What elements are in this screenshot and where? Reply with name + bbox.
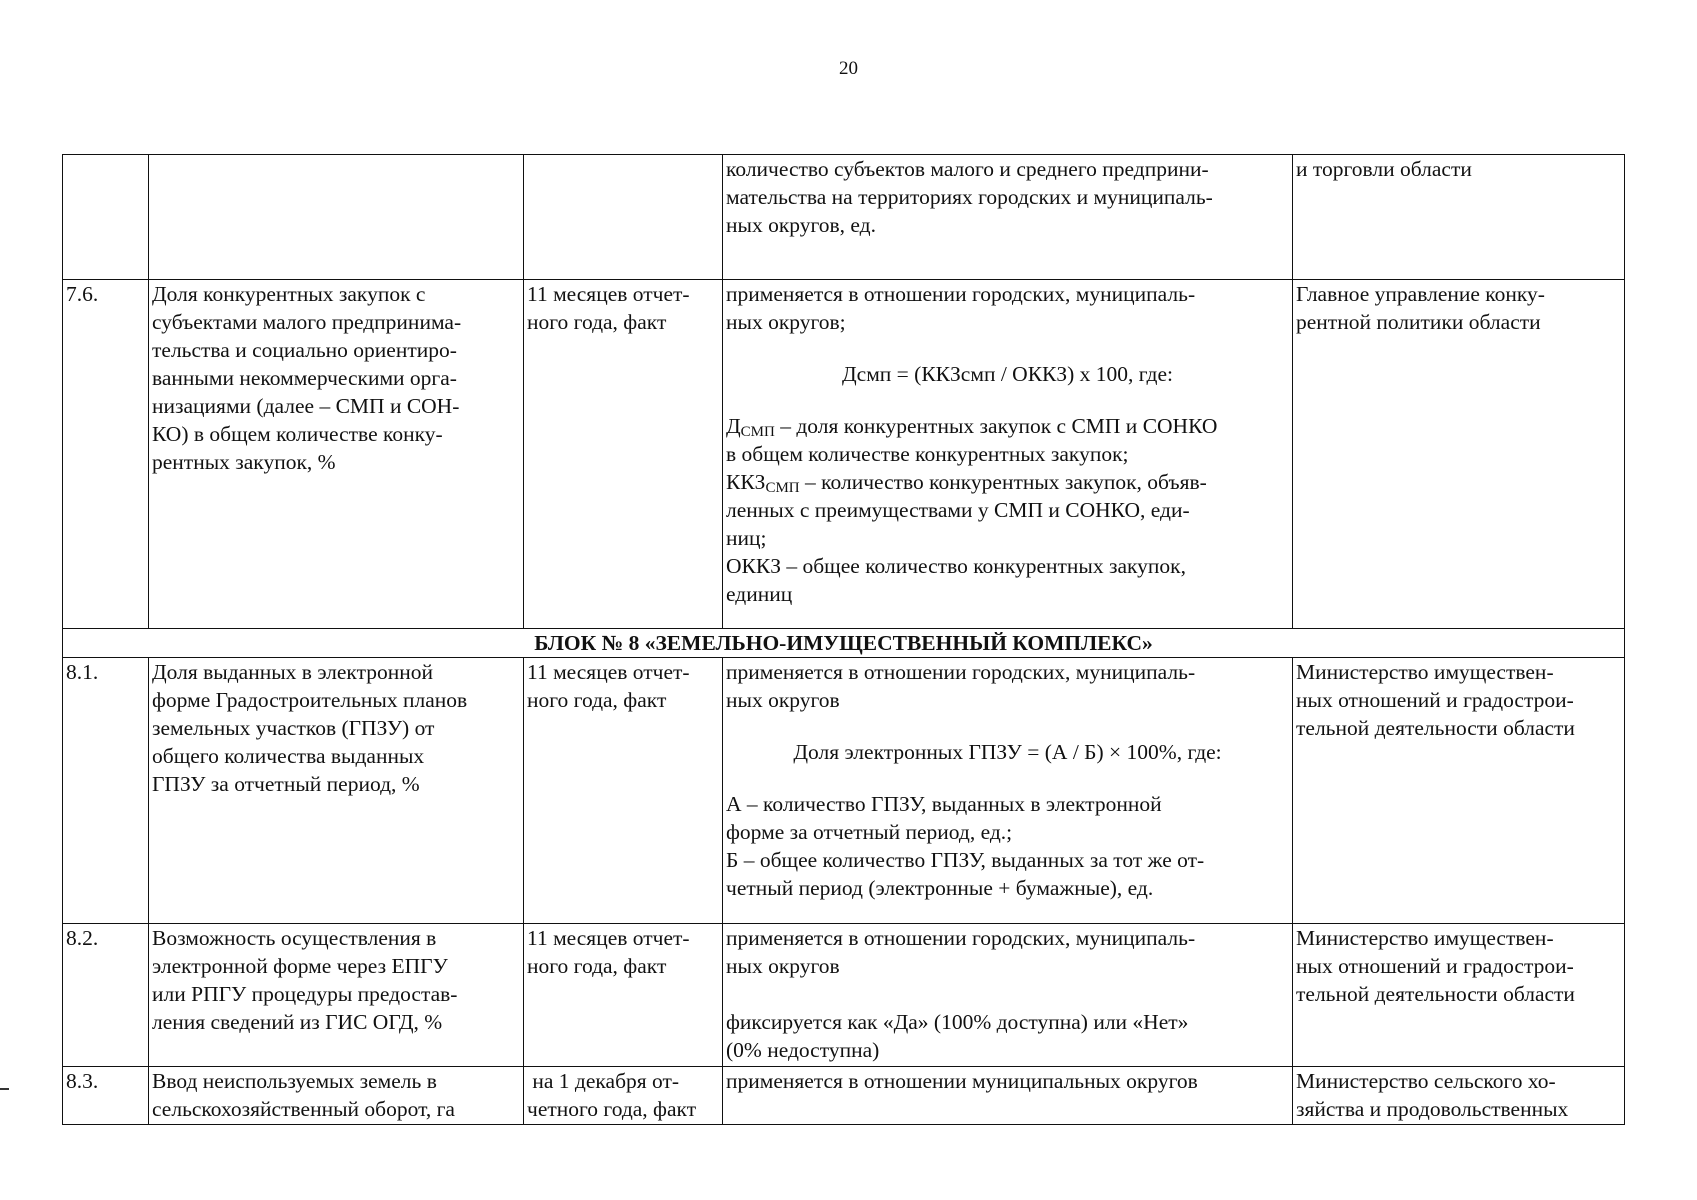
method-line: ных округов — [726, 954, 840, 978]
cell-responsible — [1293, 1067, 1625, 1125]
definition-line: единиц — [726, 582, 793, 606]
period-line: 11 месяцев отчет- — [527, 660, 690, 684]
table-row-8-2 — [63, 924, 1625, 1067]
period-line: ного года, факт — [527, 688, 667, 712]
indicator-line: низациями (далее – СМП и СОН- — [152, 394, 460, 418]
method-line: ных округов; — [726, 310, 846, 334]
table-row-block-8 — [63, 629, 1625, 658]
responsible-line: рентной политики области — [1296, 310, 1541, 334]
definition-line: в общем количестве конкурентных закупок; — [726, 442, 1129, 466]
cell-method — [723, 155, 1293, 280]
indicator-line: или РПГУ процедуры предостав- — [152, 982, 458, 1006]
responsible-line: ных отношений и градострои- — [1296, 954, 1574, 978]
cell-num: 8.2. — [63, 924, 149, 1067]
responsible-line: зяйства и продовольственных — [1296, 1097, 1569, 1121]
cell-period — [524, 924, 723, 1067]
method-note-line: фиксируется как «Да» (100% доступна) или «Нет» — [726, 1010, 1189, 1034]
cell-indicator — [149, 1067, 524, 1125]
period-line: ного года, факт — [527, 954, 667, 978]
method-line: ных округов, ед. — [726, 213, 876, 237]
indicator-line: тельства и социально ориентиро- — [152, 338, 457, 362]
indicator-line: сельскохозяйственный оборот, га — [152, 1097, 455, 1121]
cell-responsible — [1293, 924, 1625, 1067]
definition-line: ОККЗ – общее количество конкурентных закупок, — [726, 554, 1186, 578]
method-line: применяется в отношении городских, муниципаль- — [726, 282, 1196, 306]
responsible-line: Главное управление конку- — [1296, 282, 1545, 306]
responsible-line: и торговли области — [1296, 157, 1472, 181]
indicators-table — [62, 154, 1625, 1125]
period-line: четного года, факт — [527, 1097, 697, 1121]
indicator-line: ванными некоммерческими орга- — [152, 366, 457, 390]
page-number: 20 — [839, 58, 858, 79]
cell-method — [723, 924, 1293, 1067]
table-row-7-6 — [63, 280, 1625, 629]
table-row-8-3 — [63, 1067, 1625, 1125]
method-line: применяется в отношении городских, муниципаль- — [726, 660, 1196, 684]
cell-responsible — [1293, 280, 1625, 629]
cell-responsible — [1293, 658, 1625, 924]
method-line: применяется в отношении городских, муниципаль- — [726, 926, 1196, 950]
cell-num: 8.1. — [63, 658, 149, 924]
cell-responsible — [1293, 155, 1625, 280]
cell-num: 8.3. — [63, 1067, 149, 1125]
cell-method — [723, 1067, 1293, 1125]
cell-indicator — [149, 280, 524, 629]
table-row-continuation — [63, 155, 1625, 280]
cell-indicator — [149, 155, 524, 280]
method-note-line: (0% недоступна) — [726, 1038, 880, 1062]
indicator-line: КО) в общем количестве конку- — [152, 422, 443, 446]
method-line: ных округов — [726, 688, 840, 712]
cell-period — [524, 658, 723, 924]
definition-line: четный период (электронные + бумажные), ед. — [726, 876, 1154, 900]
cell-num: 7.6. — [63, 280, 149, 629]
method-line: количество субъектов малого и среднего предприни- — [726, 157, 1209, 181]
indicator-line: земельных участков (ГПЗУ) от — [152, 716, 435, 740]
cell-period — [524, 280, 723, 629]
definition-line: $ККЗ_{СМП}$ – количество конкурентных закупок, объяв- — [726, 470, 1207, 496]
period-line: 11 месяцев отчет- — [527, 282, 690, 306]
indicator-line: общего количества выданных — [152, 744, 425, 768]
indicator-line: форме Градостроительных планов — [152, 688, 468, 712]
indicator-line: субъектами малого предпринима- — [152, 310, 462, 334]
responsible-line: тельной деятельности области — [1296, 982, 1575, 1006]
period-line: 11 месяцев отчет- — [527, 926, 690, 950]
period-line: на 1 декабря от- — [527, 1069, 680, 1093]
definition-line: А – количество ГПЗУ, выданных в электронной — [726, 792, 1162, 816]
method-line: мательства на территориях городских и муниципаль- — [726, 185, 1213, 209]
period-line: ного года, факт — [527, 310, 667, 334]
responsible-line: Министерство имуществен- — [1296, 926, 1554, 950]
definition-line: $Д_{СМП}$ – доля конкурентных закупок с СМП и СОНКО — [726, 414, 1218, 440]
definition-line: Б – общее количество ГПЗУ, выданных за тот же от- — [726, 848, 1205, 872]
block-title: БЛОК № 8 «ЗЕМЕЛЬНО-ИМУЩЕСТВЕННЫЙ КОМПЛЕКС» — [63, 629, 1625, 658]
method-line: применяется в отношении муниципальных округов — [726, 1069, 1198, 1093]
responsible-line: Министерство сельского хо- — [1296, 1069, 1556, 1093]
formula: Доля электронных ГПЗУ = (А / Б) × 100%, где: — [793, 740, 1222, 764]
formula: Дсмп = (ККЗсмп / ОККЗ) х 100, где: — [841, 362, 1174, 386]
indicator-line: ления сведений из ГИС ОГД, % — [152, 1010, 443, 1034]
cell-num — [63, 155, 149, 280]
spacer — [726, 980, 1289, 1008]
indicator-line: Возможность осуществления в — [152, 926, 437, 950]
cell-indicator — [149, 658, 524, 924]
indicator-line: электронной форме через ЕПГУ — [152, 954, 448, 978]
cell-method — [723, 658, 1293, 924]
cell-period — [524, 1067, 723, 1125]
indicator-line: Доля конкурентных закупок с — [152, 282, 426, 306]
cell-period — [524, 155, 723, 280]
cell-method — [723, 280, 1293, 629]
indicator-line: Ввод неиспользуемых земель в — [152, 1069, 437, 1093]
definition-line: ниц; — [726, 526, 767, 550]
responsible-line: ных отношений и градострои- — [1296, 688, 1574, 712]
responsible-line: тельной деятельности области — [1296, 716, 1575, 740]
indicator-line: ГПЗУ за отчетный период, % — [152, 772, 420, 796]
responsible-line: Министерство имуществен- — [1296, 660, 1554, 684]
definition-line: форме за отчетный период, ед.; — [726, 820, 1013, 844]
definition-line: ленных с преимуществами у СМП и СОНКО, еди- — [726, 498, 1190, 522]
indicator-line: Доля выданных в электронной — [152, 660, 434, 684]
table-row-8-1 — [63, 658, 1625, 924]
cell-indicator — [149, 924, 524, 1067]
margin-mark — [0, 1088, 9, 1090]
indicator-line: рентных закупок, % — [152, 450, 336, 474]
